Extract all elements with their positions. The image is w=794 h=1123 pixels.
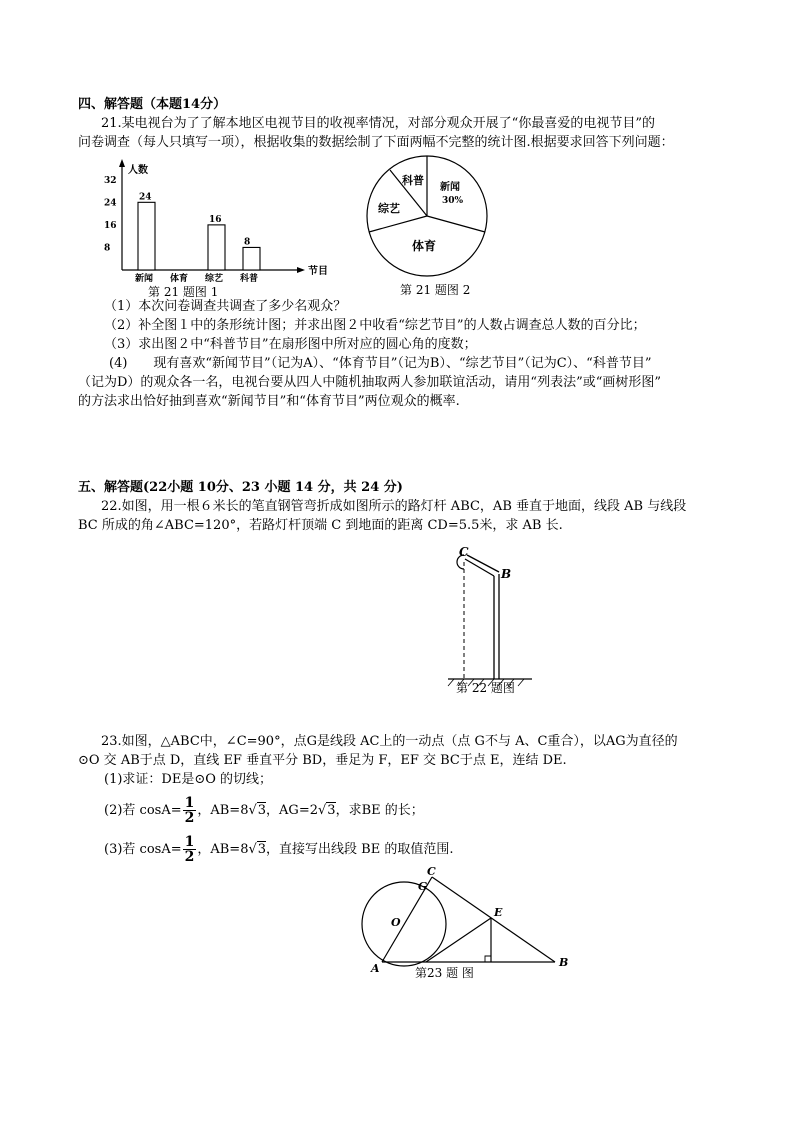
y-tick-label: 32 [104, 175, 117, 186]
bar-value-label: 8 [244, 237, 251, 248]
q23-sub3-fraction: $\frac{1}{2}$ [184, 834, 195, 865]
q22-lamp-figure [440, 540, 540, 700]
bar-2 [208, 225, 225, 270]
q23-caption: 第23 题 图 [415, 966, 474, 980]
label-c: C [459, 545, 469, 559]
q23-sub2-ag-sqrt: √3 [317, 803, 336, 818]
pie-label-news: 新闻 [440, 182, 460, 193]
q23-sub3-ab-sqrt: √3 [248, 842, 267, 857]
x-category-label: 新闻 [135, 274, 154, 284]
q23-sub3-post: ，直接写出线段 BE 的取值范围. [266, 842, 454, 857]
pie-label-news-percent: 30% [442, 196, 464, 206]
label-b: B [501, 567, 512, 581]
label-a: A [371, 962, 380, 975]
q23-sub2-ab: ，AB=8 [197, 803, 249, 818]
q21-sub4-line3: 的方法求出恰好抽到喜欢“新闻节目”和“体育节目”两位观众的概率. [78, 394, 460, 409]
pie-label-variety: 综艺 [378, 202, 400, 215]
q23-sub2-ab-sqrt: √3 [248, 803, 267, 818]
y-tick-label: 24 [104, 198, 117, 209]
q21-pie-chart [360, 150, 500, 290]
x-category-label: 体育 [170, 274, 189, 284]
pie-slice-boundary-sport-left [369, 216, 427, 232]
label-o: O [391, 916, 401, 929]
q23-sub3-pre: (3)若 cosA= [104, 842, 182, 857]
q23-sub2-post: ，求BE 的长； [335, 803, 424, 818]
q21-line2: 问卷调查（每人只填写一项），根据收集的数据绘制了下面两幅不完整的统计图.根据要求回答下列问题： [78, 135, 674, 150]
q23-line2: ⊙O 交 AB于点 D，直线 EF 垂直平分 BD，垂足为 F，EF 交 BC于点 E，连结 DE. [78, 753, 567, 768]
section5-heading: 五、解答题(22小题 10分、23 小题 14 分，共 24 分) [78, 480, 403, 495]
q23-line1: 23.如图，△ABC中，∠C=90°，点G是线段 AC上的一动点（点 G不与 A、C重合），以AG为直径的 [101, 734, 678, 749]
y-tick-label: 8 [104, 243, 111, 254]
segment-de [426, 918, 491, 962]
label-c: C [427, 865, 436, 878]
pie-label-sport: 体育 [412, 239, 437, 253]
pie-label-science: 科普 [402, 174, 424, 187]
bar-0 [138, 202, 155, 270]
q23-sub2-fraction: $\frac{1}{2}$ [184, 795, 195, 826]
q23-sub3-ab: ，AB=8 [197, 842, 249, 857]
q23-sub1: (1)求证：DE是⊙O 的切线； [104, 772, 273, 787]
bar-3 [243, 247, 260, 270]
q21-sub2: （2）补全图１中的条形统计图；并求出图２中收看“综艺节目”的人数占调查总人数的百分比； [104, 318, 646, 333]
q21-sub4-line2: （记为D）的观众各一名，电视台要从四人中随机抽取两人参加联谊活动，请用“列表法”或“画树形图” [78, 375, 662, 390]
label-e: E [494, 906, 503, 919]
q23-sub2-pre: (2)若 cosA= [104, 803, 182, 818]
q23-sub2-ag: ，AG=2 [266, 803, 318, 818]
q22-line1: 22.如图，用一根６米长的笔直钢管弯折成如图所示的路灯杆 ABC，AB 垂直于地面，线段 AB 与线段 [101, 499, 687, 514]
q21-sub3: （3）求出图２中“科普节目”在扇形图中所对应的圆心角的度数； [104, 337, 477, 352]
q22-caption: 第 22 题图 [456, 681, 515, 695]
bar-value-label: 16 [209, 214, 222, 225]
x-category-label: 综艺 [205, 274, 224, 284]
segment-cb [432, 877, 555, 962]
q21-sub1: （1）本次问卷调查共调查了多少名观众？ [104, 299, 347, 314]
fig1-caption: 第 21 题图 1 [148, 285, 219, 299]
label-b: B [559, 956, 569, 969]
x-axis-label: 节目 [308, 266, 328, 277]
x-axis-arrow [297, 267, 305, 273]
y-axis-label: 人数 [128, 165, 148, 176]
right-angle-f [485, 956, 491, 962]
pie-slice-boundary-sport-right [427, 216, 485, 232]
q22-line2: BC 所成的角∠ABC=120°，若路灯杆顶端 C 到地面的距离 CD=5.5米，求 AB 长. [78, 518, 563, 533]
label-g: G [418, 880, 428, 893]
y-axis-arrow [119, 159, 125, 167]
q21-bar-chart [100, 155, 340, 300]
q21-sub4-line1: (4) 现有喜欢“新闻节目”（记为A）、“体育节目”（记为B）、“综艺节目”（记为C）、“科普节目” [109, 356, 652, 371]
fig2-caption: 第 21 题图 2 [400, 283, 471, 297]
bar-value-label: 24 [139, 192, 152, 203]
q21-line1: 21.某电视台为了了解本地区电视节目的收视率情况，对部分观众开展了“你最喜爱的电视节目”的 [101, 116, 655, 131]
y-tick-label: 16 [104, 220, 117, 231]
q23-sub2 [104, 793, 424, 829]
section4-heading: 四、解答题（本题14分） [78, 97, 227, 112]
x-category-label: 科普 [240, 274, 259, 284]
